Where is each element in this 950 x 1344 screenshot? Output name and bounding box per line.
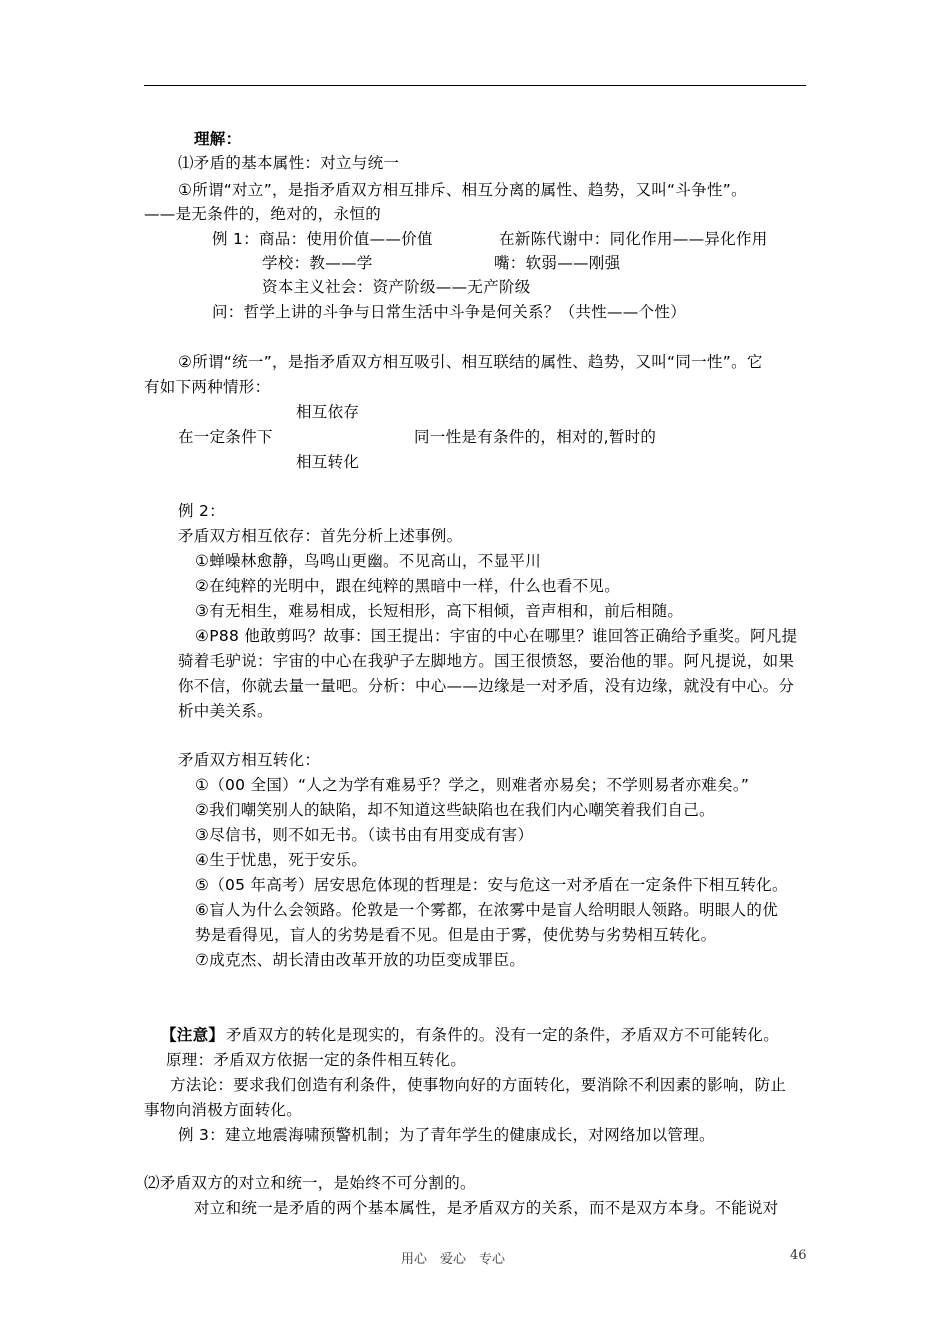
list-item: ⑤（05 年高考）居安思危体现的哲理是：安与危这一对矛盾在一定条件下相互转化。 — [195, 876, 788, 894]
list-item: ③尽信书，则不如无书。（读书由有用变成有害） — [195, 826, 534, 844]
text-line: 骑着毛驴说：宇宙的中心在我驴子左脚地方。国王很愤怒，要治他的罪。阿凡提说，如果 — [178, 652, 795, 670]
text-line: 析中美关系。 — [178, 702, 273, 720]
section-heading: ⑵矛盾双方的对立和统一，是始终不可分割的。 — [144, 1174, 476, 1192]
text-line: 方法论：要求我们创造有利条件，使事物向好的方面转化，要消除不利因素的影响，防止 — [170, 1076, 787, 1094]
text-line: 有如下两种情形： — [144, 378, 271, 396]
text-line: 你不信，你就去量一量吧。分析：中心——边缘是一对矛盾，没有边缘，就没有中心。分 — [178, 677, 795, 695]
text-line: 矛盾双方相互依存：首先分析上述事例。 — [178, 527, 463, 545]
note-label: 【注意】 — [161, 1026, 225, 1044]
text-line: ①所谓“对立”，是指矛盾双方相互排斥、相互分离的属性、趋势，又叫“斗争性”。 — [178, 181, 747, 199]
header-rule — [144, 85, 806, 86]
text-line: 理解： — [194, 130, 242, 148]
text-line: 事物向消极方面转化。 — [144, 1101, 303, 1119]
text-line: 问：哲学上讲的斗争与日常生活中斗争是何关系？（共性——个性） — [212, 303, 687, 321]
text-line: 对立和统一是矛盾的两个基本属性，是矛盾双方的关系，而不是双方本身。不能说对 — [194, 1199, 779, 1217]
list-item: ⑦成克杰、胡长清由改革开放的功臣变成罪臣。 — [195, 951, 526, 969]
text-line: 原理：矛盾双方依据一定的条件相互转化。 — [166, 1051, 467, 1069]
footer-slogan: 用心 爱心 专心 — [401, 1252, 506, 1267]
text-line: 在一定条件下 — [178, 428, 273, 446]
text-line: 例 3：建立地震海啸预警机制；为了青年学生的健康成长，对网络加以管理。 — [178, 1126, 715, 1144]
list-item: ④P88 他敢剪吗？故事：国王提出：宇宙的中心在哪里？谁回答正确给予重奖。阿凡提 — [195, 627, 798, 645]
list-item: 势是看得见，盲人的劣势是看不见。但是由于雾，使优势与劣势相互转化。 — [195, 926, 717, 944]
text-line: 资本主义社会：资产阶级——无产阶级 — [262, 278, 531, 296]
list-item: ①蝉噪林愈静，鸟鸣山更幽。不见高山，不显平川 — [195, 552, 541, 570]
text-line: ②所谓“统一”，是指矛盾双方相互吸引、相互联结的属性、趋势，又叫“同一性”。它 — [178, 353, 763, 371]
list-item: ③有无相生，难易相成，长短相形，高下相倾，音声相和，前后相随。 — [195, 602, 684, 620]
text-line: 矛盾双方相互转化： — [178, 751, 321, 769]
text-line: 例 1：商品：使用价值——价值 — [212, 230, 433, 248]
list-item: ②在纯粹的光明中，跟在纯粹的黑暗中一样，什么也看不见。 — [195, 577, 620, 595]
text-line: 在新陈代谢中：同化作用——异化作用 — [499, 230, 768, 248]
text-line: 矛盾双方的转化是现实的，有条件的。没有一定的条件，矛盾双方不可能转化。 — [226, 1026, 780, 1044]
text-line: 相互转化 — [296, 453, 360, 471]
text-line: 同一性是有条件的，相对的,暂时的 — [414, 428, 657, 446]
text-line: 相互依存 — [296, 403, 360, 421]
list-item: ④生于忧患，死于安乐。 — [195, 851, 368, 869]
list-item: ②我们嘲笑别人的缺陷，却不知道这些缺陷也在我们内心嘲笑着我们自己。 — [195, 801, 715, 819]
text-line: 嘴：软弱——刚强 — [494, 254, 621, 272]
text-line: ——是无条件的，绝对的，永恒的 — [144, 205, 382, 223]
page-number: 46 — [790, 1248, 807, 1263]
list-item: ①（00 全国）“人之为学有难易乎？学之，则难者亦易矣；不学则易者亦难矣。” — [195, 776, 750, 794]
text-line: 学校：教——学 — [262, 254, 373, 272]
text-line: 例 2： — [178, 502, 225, 520]
list-item: ⑥盲人为什么会领路。伦敦是一个雾都，在浓雾中是盲人给明眼人领路。明眼人的优 — [195, 901, 778, 919]
section-heading: ⑴矛盾的基本属性：对立与统一 — [178, 154, 400, 172]
